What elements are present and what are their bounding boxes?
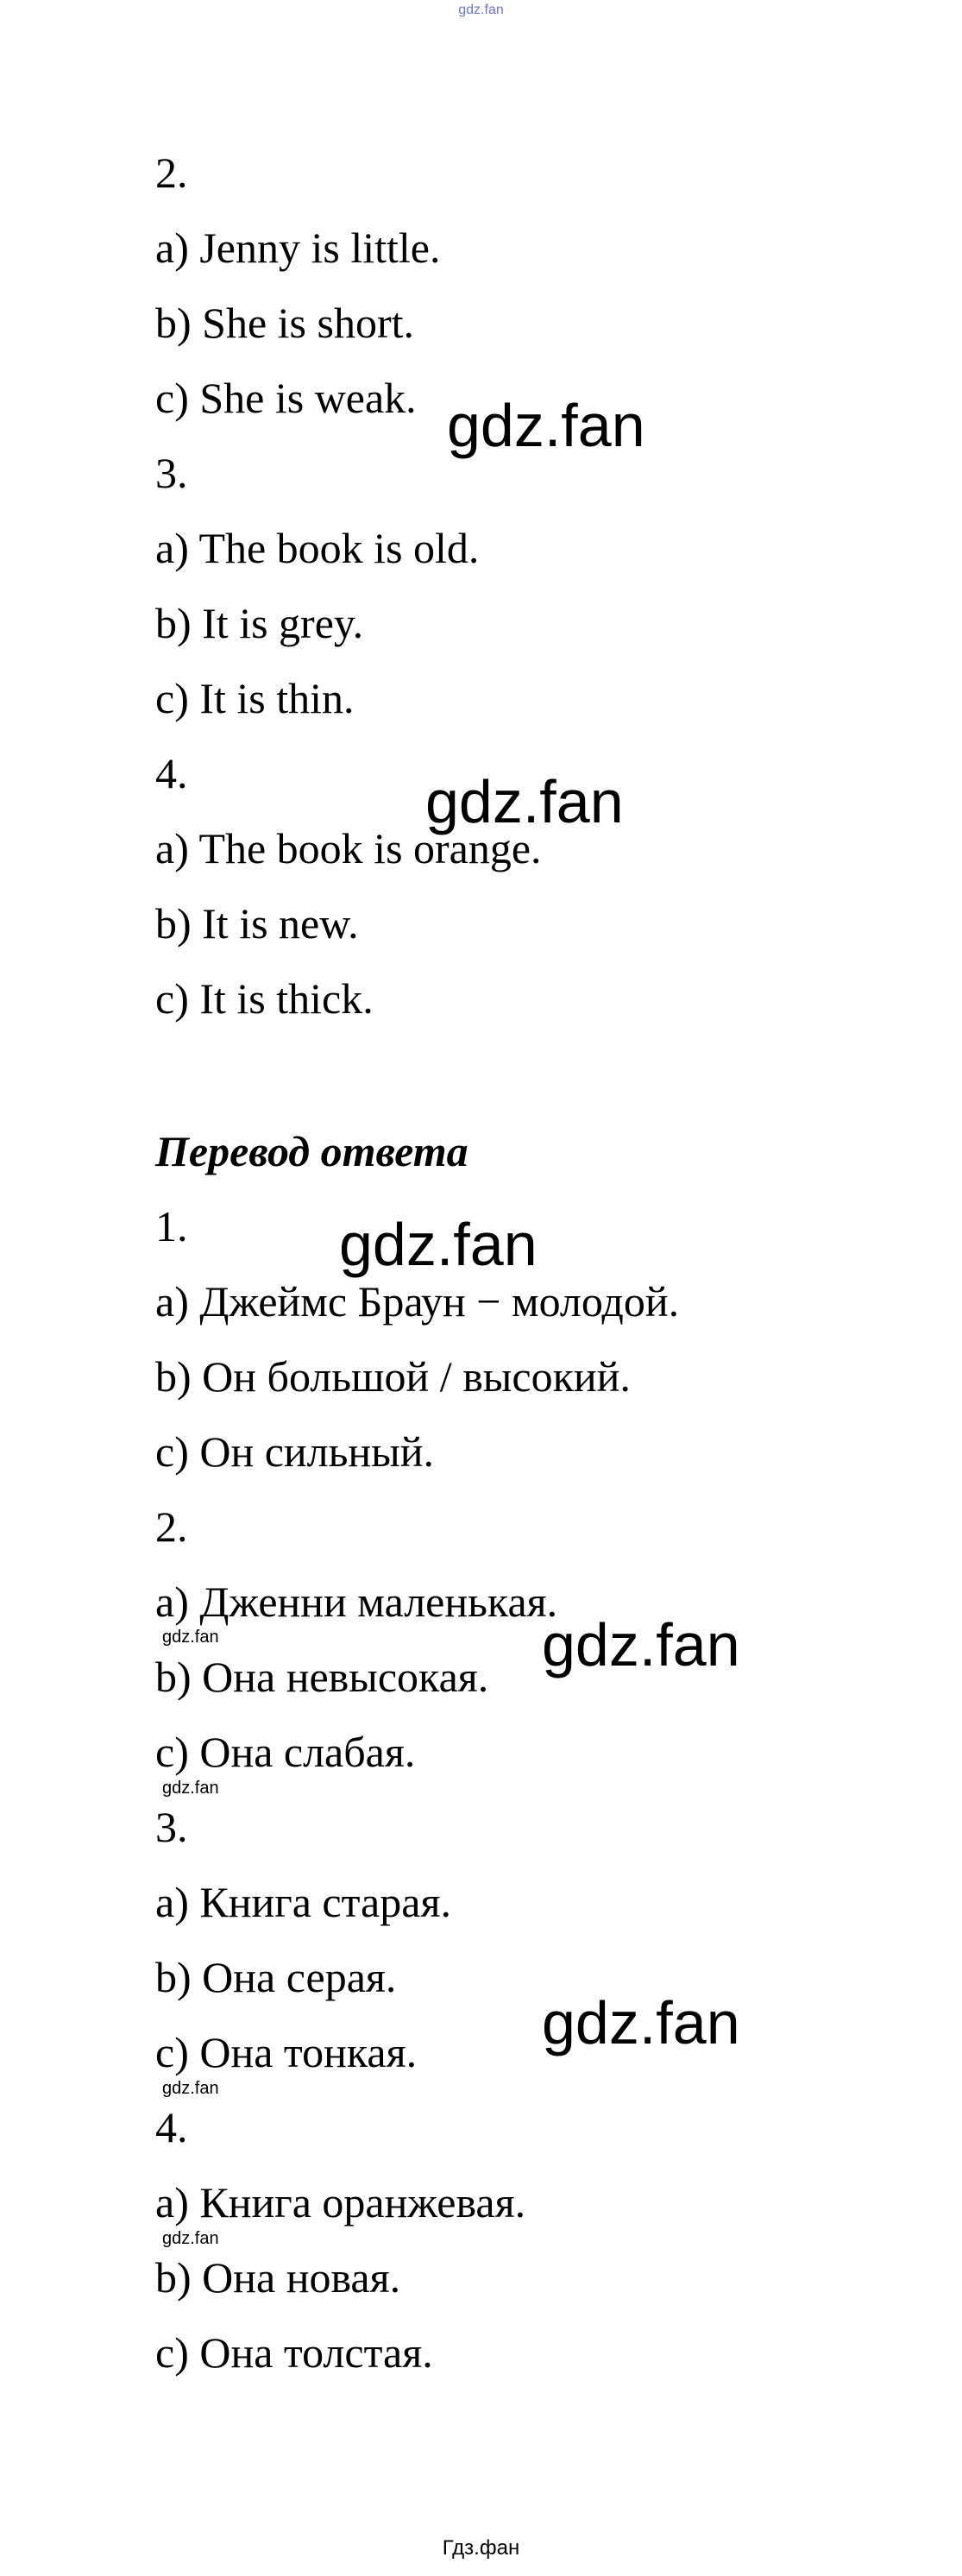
answer-line: b) Она серая. [155,1953,397,2001]
item-number: 3. [155,449,188,497]
answer-line: a) Jenny is little. [155,224,441,272]
answer-line: b) She is short. [155,299,414,347]
item-number: 4. [155,2103,188,2151]
answer-line: b) It is grey. [155,599,364,647]
watermark: gdz.fan [425,768,624,835]
answer-line: b) Она невысокая. [155,1653,489,1701]
answer-line: a) The book is old. [155,524,480,572]
section-heading: Перевод ответа [155,1127,468,1175]
item-number: 3. [155,1803,188,1851]
answer-line: a) Книга оранжевая. [155,2178,526,2226]
watermark-small: gdz.fan [162,1628,219,1647]
item-number: 2. [155,1502,188,1551]
answer-line: b) It is new. [155,899,359,948]
answer-line: c) It is thin. [155,674,355,722]
answer-line: b) Она новая. [155,2253,401,2302]
item-number: 2. [155,148,188,197]
answer-line: c) Она толстая. [155,2328,433,2377]
answer-line: a) Дженни маленькая. [155,1578,558,1626]
answer-line: c) Он сильный. [155,1427,435,1476]
answer-line: a) Джеймс Браун − молодой. [155,1277,680,1326]
answer-line: c) Она слабая. [155,1728,416,1776]
top-watermark: gdz.fan [458,3,504,17]
answer-line: b) Он большой / высокий. [155,1352,631,1401]
item-number: 4. [155,749,188,797]
answer-line: a) The book is orange. [155,824,542,872]
answer-line: c) She is weak. [155,374,417,422]
watermark-small: gdz.fan [162,2229,219,2248]
watermark-small: gdz.fan [162,2079,219,2098]
footer-text: Гдз.фан [442,2536,520,2560]
watermark-small: gdz.fan [162,1779,219,1798]
watermark: gdz.fan [447,392,645,459]
watermark: gdz.fan [542,1989,740,2056]
watermark: gdz.fan [339,1211,538,1278]
watermark: gdz.fan [542,1611,740,1678]
item-number: 1. [155,1202,188,1250]
answer-line: a) Книга старая. [155,1878,451,1926]
answer-line: c) It is thick. [155,974,374,1023]
answer-line: c) Она тонкая. [155,2028,418,2076]
